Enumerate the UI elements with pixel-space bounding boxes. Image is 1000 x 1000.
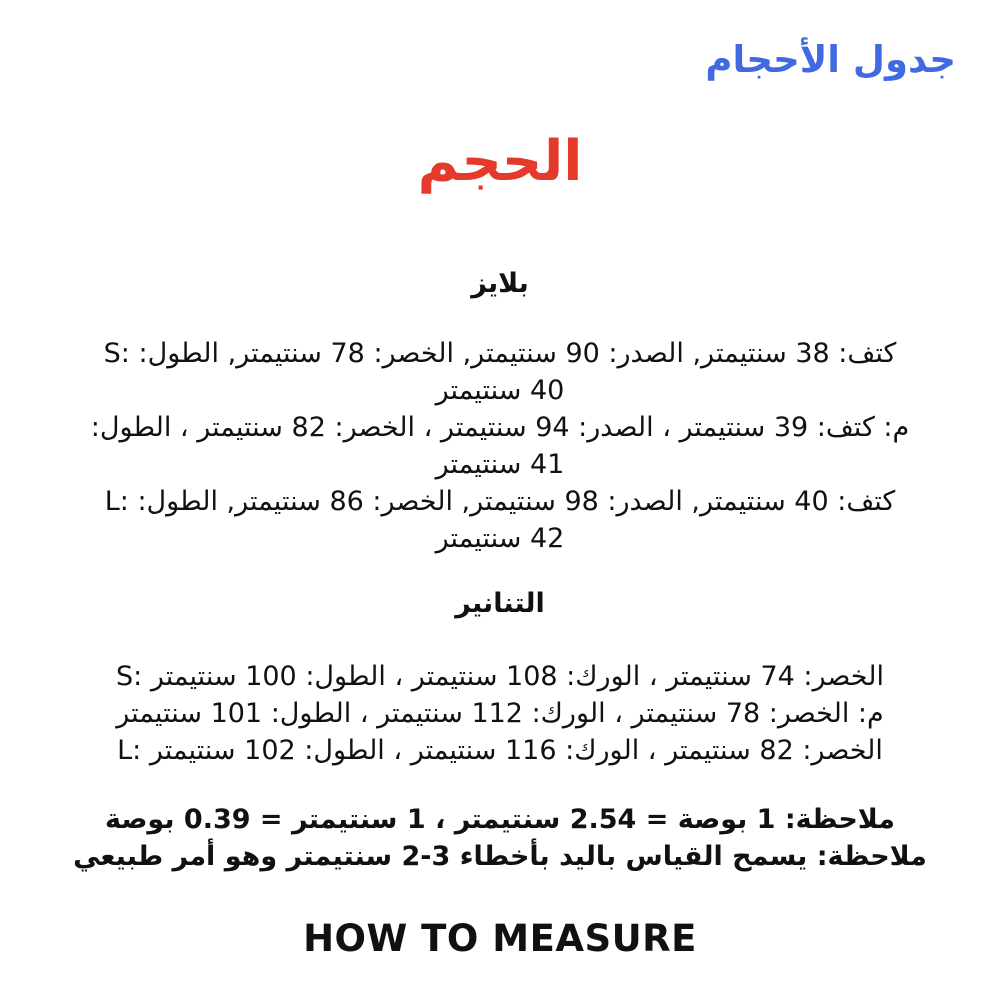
blouse-size-s-line1: S: كتف: 38 سنتيمتر, الصدر: 90 سنتيمتر, الخصر: 78 سنتيمتر, الطول:‏ bbox=[103, 338, 897, 369]
skirt-size-s-line: S: الخصر: 74 سنتيمتر ، الورك: 108 سنتيمتر ، الطول: 100 سنتيمتر bbox=[116, 661, 884, 692]
skirts-measurements bbox=[0, 658, 1000, 769]
blouse-size-m-line1: م: كتف: 39 سنتيمتر ، الصدر: 94 سنتيمتر ، الخصر: 82 سنتيمتر ، الطول: bbox=[90, 412, 910, 443]
size-heading: الحجم bbox=[417, 129, 583, 194]
blouse-size-m-line2: 41 سنتيمتر bbox=[435, 449, 565, 480]
notes-block bbox=[0, 801, 1000, 875]
skirt-size-l-line: L: الخصر: 82 سنتيمتر ، الورك: 116 سنتيمتر ، الطول: 102 سنتيمتر bbox=[117, 735, 883, 766]
how-to-measure-heading: HOW TO MEASURE bbox=[303, 917, 697, 960]
blouses-section-heading: بلايز bbox=[471, 268, 529, 299]
blouse-size-l-line2: 42 سنتيمتر bbox=[435, 523, 565, 554]
note-tolerance: ملاحظة: يسمح القياس باليد بأخطاء 3-2 سنتيمتر وهو أمر طبيعي bbox=[73, 841, 927, 872]
page-title: جدول الأحجام bbox=[705, 38, 956, 81]
blouse-size-s-line2: 40 سنتيمتر bbox=[435, 375, 565, 406]
skirts-section-heading: التنانير bbox=[455, 588, 545, 619]
note-conversion: ملاحظة: 1 بوصة = 2.54 سنتيمتر ، 1 سنتيمتر = 0.39 بوصة bbox=[104, 804, 896, 835]
blouse-size-l-line1: L: كتف: 40 سنتيمتر, الصدر: 98 سنتيمتر, الخصر: 86 سنتيمتر, الطول:‏ bbox=[104, 486, 896, 517]
blouses-measurements bbox=[0, 335, 1000, 557]
skirt-size-m-line: م: الخصر: 78 سنتيمتر ، الورك: 112 سنتيمتر ، الطول: 101 سنتيمتر bbox=[116, 698, 884, 729]
